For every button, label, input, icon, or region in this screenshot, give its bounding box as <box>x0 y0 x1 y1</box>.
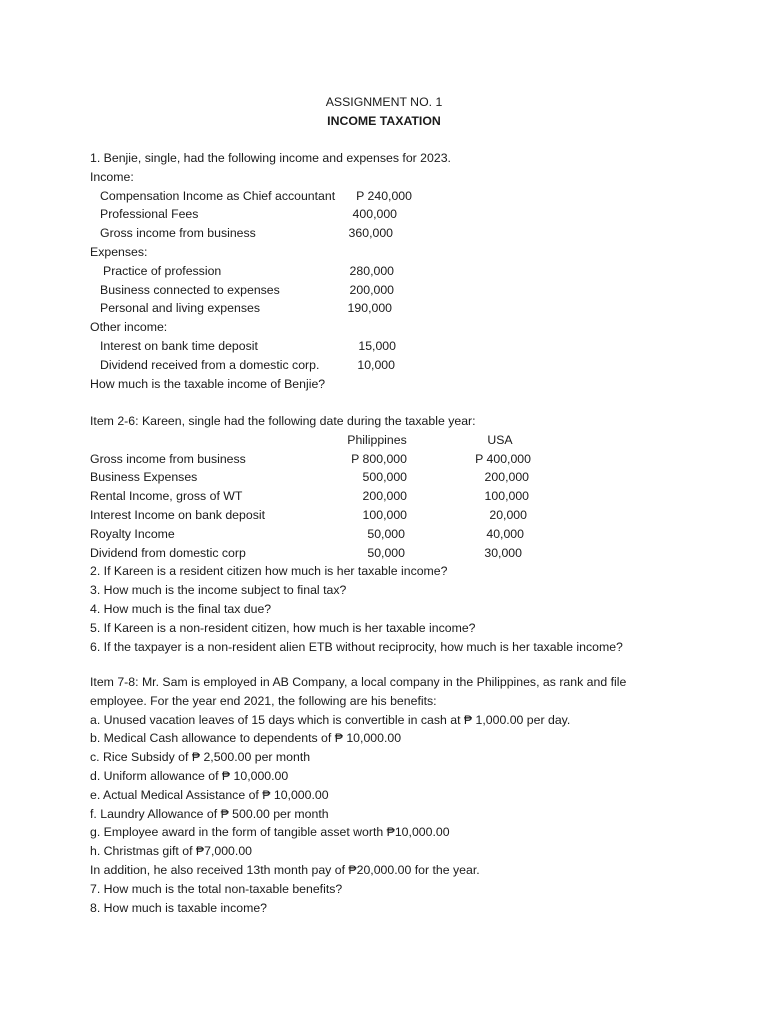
question-7-8-block <box>90 673 690 917</box>
q2-column-headers <box>90 431 690 450</box>
value-usa: 100,000 <box>484 489 529 504</box>
q3-question: 3. How much is the income subject to final tax? <box>90 583 347 598</box>
q1-intro: 1. Benjie, single, had the following income and expenses for 2023. <box>90 151 451 165</box>
q4-question: 4. How much is the final tax due? <box>90 601 272 616</box>
subject-title: INCOME TAXATION <box>327 114 441 128</box>
benefit-item: f. Laundry Allowance of ₱ 500.00 per month <box>90 806 329 821</box>
q1-income-label: Income: <box>90 169 134 184</box>
row-value: P 240,000 <box>356 188 412 203</box>
q1-expense-row <box>90 262 690 281</box>
assignment-number: ASSIGNMENT NO. 1 <box>325 95 443 109</box>
q7-intro-line-2: employee. For the year end 2021, the following are his benefits: <box>90 693 437 708</box>
benefit-item: b. Medical Cash allowance to dependents of ₱ 10,000.00 <box>90 731 402 746</box>
q2-table-row <box>90 450 690 469</box>
q2-table-row <box>90 544 690 563</box>
row-value: 360,000 <box>348 226 393 241</box>
benefit-item: d. Uniform allowance of ₱ 10,000.00 <box>90 768 289 783</box>
row-label: Gross income from business <box>90 451 246 466</box>
row-label: Dividend received from a domestic corp. <box>100 357 320 372</box>
row-label: Interest on bank time deposit <box>100 338 258 353</box>
q1-question: How much is the taxable income of Benjie? <box>90 376 326 391</box>
q1-income-row <box>90 205 690 224</box>
row-label: Compensation Income as Chief accountant <box>100 188 336 203</box>
row-label: Business Expenses <box>90 470 198 485</box>
q2-table-row <box>90 525 690 544</box>
row-label: Professional Fees <box>100 207 199 222</box>
row-value: 15,000 <box>358 338 396 353</box>
value-usa: 200,000 <box>484 470 529 485</box>
q5-question: 5. If Kareen is a non-resident citizen, how much is her taxable income? <box>90 620 476 635</box>
q1-other-row <box>90 337 690 356</box>
row-value: 10,000 <box>357 357 395 372</box>
value-philippines: 50,000 <box>367 526 405 541</box>
benefit-item: e. Actual Medical Assistance of ₱ 10,000.00 <box>90 787 329 802</box>
row-label: Practice of profession <box>103 263 222 278</box>
q2-question: 2. If Kareen is a resident citizen how much is her taxable income? <box>90 564 448 579</box>
row-label: Business connected to expenses <box>100 282 280 297</box>
row-value: 280,000 <box>349 263 394 278</box>
q6-question: 6. If the taxpayer is a non-resident alien ETB without reciprocity, how much is her taxable income? <box>90 639 623 654</box>
q8-question: 8. How much is taxable income? <box>90 900 268 915</box>
value-philippines: 500,000 <box>362 470 407 485</box>
value-usa: P 400,000 <box>475 451 531 466</box>
benefit-item: c. Rice Subsidy of ₱ 2,500.00 per month <box>90 750 311 765</box>
q1-other-label: Other income: <box>90 320 168 335</box>
row-label: Dividend from domestic corp <box>90 545 246 560</box>
q1-expense-row <box>90 299 690 318</box>
q1-expense-row <box>90 281 690 300</box>
col-usa: USA <box>487 432 513 447</box>
row-value: 200,000 <box>349 282 394 297</box>
row-label: Personal and living expenses <box>100 301 260 316</box>
value-usa: 30,000 <box>484 545 522 560</box>
q1-other-row <box>90 356 690 375</box>
q1-income-row <box>90 224 690 243</box>
row-value: 400,000 <box>352 207 397 222</box>
value-philippines: 50,000 <box>367 545 405 560</box>
value-usa: 20,000 <box>489 507 527 522</box>
question-1-block <box>90 149 690 393</box>
q2-table-row <box>90 506 690 525</box>
q1-income-row <box>90 187 690 206</box>
q7-addition: In addition, he also received 13th month pay of ₱20,000.00 for the year. <box>90 862 480 877</box>
q2-table-row <box>90 468 690 487</box>
benefit-item: g. Employee award in the form of tangible asset worth ₱10,000.00 <box>90 825 450 840</box>
value-philippines: P 800,000 <box>351 451 407 466</box>
q7-intro-line-1: Item 7-8: Mr. Sam is employed in AB Company, a local company in the Philippines, as rank and file <box>90 675 627 689</box>
q1-expenses-label: Expenses: <box>90 244 148 259</box>
value-philippines: 100,000 <box>362 507 407 522</box>
benefit-item: a. Unused vacation leaves of 15 days which is convertible in cash at ₱ 1,000.00 per day. <box>90 712 571 727</box>
row-label: Royalty Income <box>90 526 175 541</box>
q2-table-row <box>90 487 690 506</box>
q7-question: 7. How much is the total non-taxable benefits? <box>90 881 343 896</box>
value-usa: 40,000 <box>486 526 524 541</box>
q2-intro: Item 2-6: Kareen, single had the following date during the taxable year: <box>90 414 476 428</box>
benefit-item: h. Christmas gift of ₱7,000.00 <box>90 844 252 859</box>
col-philippines: Philippines <box>347 432 407 447</box>
row-value: 190,000 <box>347 301 392 316</box>
row-label: Interest Income on bank deposit <box>90 507 265 522</box>
question-2-6-block <box>90 412 690 656</box>
row-label: Rental Income, gross of WT <box>90 489 243 504</box>
value-philippines: 200,000 <box>362 489 407 504</box>
row-label: Gross income from business <box>100 226 256 241</box>
